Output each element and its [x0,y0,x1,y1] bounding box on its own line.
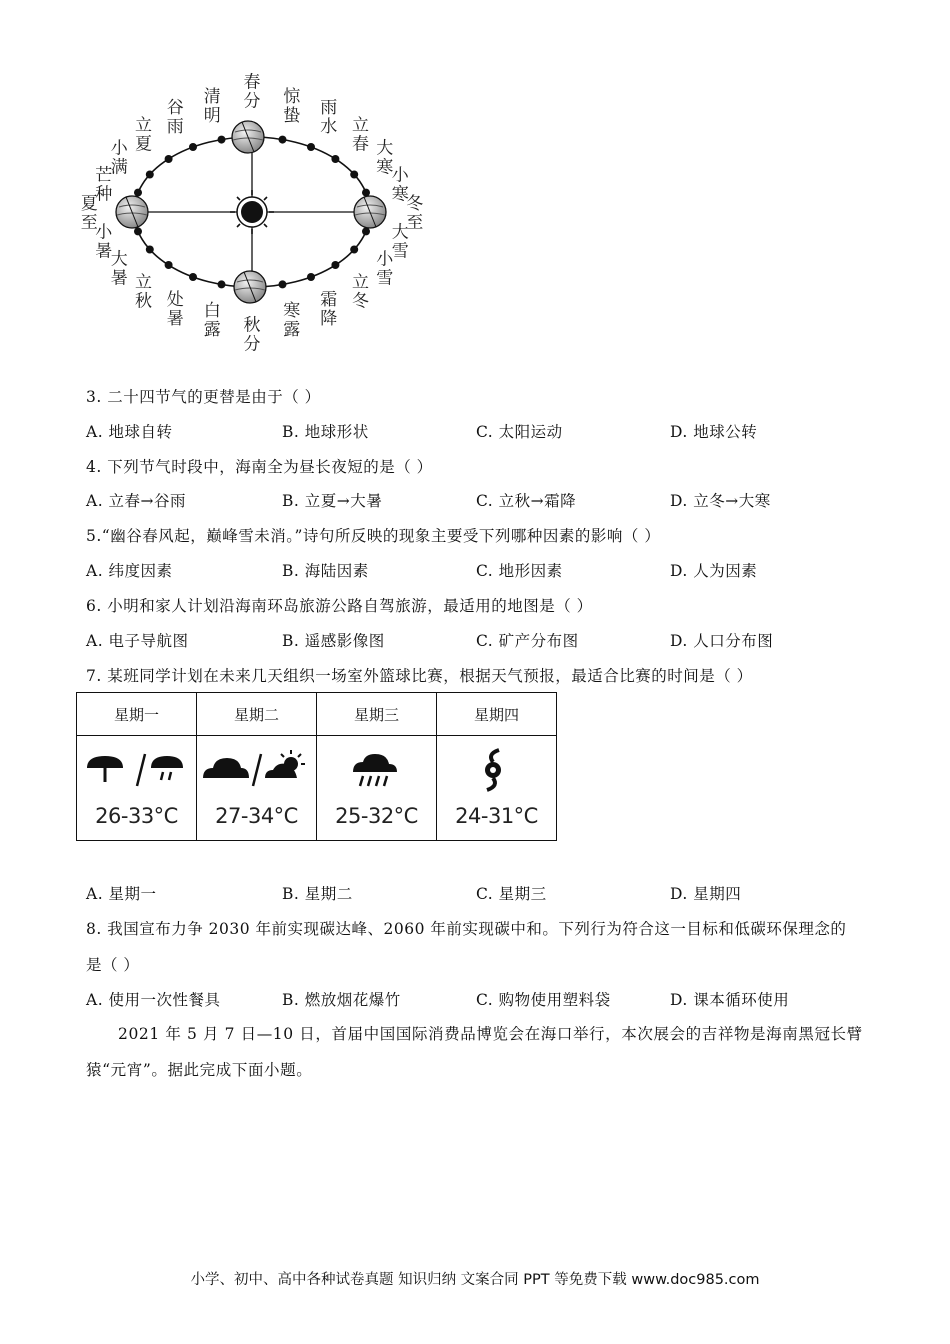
orbit-dot [307,273,315,281]
question-6: 6. 小明和家人计划沿海南环岛旅游公路自驾旅游，最适用的地图是（ ） [86,597,593,615]
orbit-dot [350,246,358,254]
orbit-dot [279,280,287,288]
orbit-dot [218,280,226,288]
question-7: 7. 某班同学计划在未来几天组织一场室外篮球比赛，根据天气预报，最适合比赛的时间是（ ） [86,667,753,685]
solar-term-label-shuangjiang: 霜降 [320,290,338,330]
solar-term-label-bailu: 白露 [203,301,221,341]
day-header: 星期一 [77,693,197,736]
solar-term-label-jingzhe: 惊蛰 [283,86,301,126]
solar-term-label-qingming: 清明 [203,86,221,126]
heavy-rain-icon [317,746,427,798]
solar-term-label-xiaoman: 小满 [110,138,128,178]
orbit-dot [165,155,173,163]
orbit-dot [165,261,173,269]
q3-option-c: C. 太阳运动 [476,423,563,441]
orbit-dot [350,171,358,179]
solar-term-label-guyu: 谷雨 [166,97,184,137]
q7-option-b: B. 星期二 [282,885,353,903]
q6-option-c: C. 矿产分布图 [476,632,579,650]
solar-term-label-daxue: 大雪 [391,222,409,262]
solar-term-label-dahan: 大寒 [376,138,394,178]
q7-option-a: A. 星期一 [86,885,157,903]
weather-cell [317,736,437,841]
temperature-range: 25-32°C [335,804,418,828]
q6-option-a: A. 电子导航图 [86,632,189,650]
day-header: 星期三 [317,693,437,736]
question-3: 3. 二十四节气的更替是由于（ ） [86,388,321,406]
temperature-range: 24-31°C [455,804,538,828]
q5-option-c: C. 地形因素 [476,562,563,580]
q4-option-a: A. 立春→谷雨 [86,492,187,510]
solar-term-label-xiaohan: 小寒 [391,165,409,205]
solar-term-label-hanlu: 寒露 [283,301,301,341]
day-header: 星期四 [437,693,557,736]
q8-option-c: C. 购物使用塑料袋 [476,991,611,1009]
weather-forecast-table [76,692,557,841]
orbit-dot [189,143,197,151]
orbit-dot [189,273,197,281]
q8-option-a: A. 使用一次性餐具 [86,991,221,1009]
question-4: 4. 下列节气时段中，海南全为昼长夜短的是（ ） [86,458,433,476]
orbit-dot [307,143,315,151]
orbit-dot [134,227,142,235]
solar-term-label-dongzhi: 冬至 [406,194,424,233]
q6-option-d: D. 人口分布图 [670,632,774,650]
orbit-dot [146,171,154,179]
typhoon-icon [437,746,547,798]
weather-cell [77,736,197,841]
q4-option-b: B. 立夏→大暑 [282,492,383,510]
q4-option-d: D. 立冬→大寒 [670,492,771,510]
temperature-range: 26-33°C [95,804,178,828]
question-8-line-2: 是（ ） [86,956,140,974]
solar-term-label-lichun: 立春 [352,115,369,155]
q5-option-b: B. 海陆因素 [282,562,369,580]
q7-option-c: C. 星期三 [476,885,547,903]
reading-passage: 2021 年 5 月 7 日—10 日，首届中国国际消费品博览会在海口举行，本次展会的吉祥物是海南黑冠长臂猿“元宵”。据此完成下面小题。 [86,1025,863,1079]
q3-option-a: A. 地球自转 [86,423,173,441]
solar-term-label-mangzhong: 芒种 [95,165,113,205]
day-header: 星期二 [197,693,317,736]
question-8-line-1: 8. 我国宣布力争 2030 年前实现碳达峰、2060 年前实现碳中和。下列行为符合这一目标和低碳环保理念的 [86,920,847,938]
earth-winter-solstice-icon [354,196,386,228]
solar-terms-diagram [80,62,424,362]
solar-term-label-qiufen: 秋分 [243,315,261,355]
solar-term-label-liqiu: 立秋 [135,272,152,312]
q5-option-d: D. 人为因素 [670,562,758,580]
temperature-range: 27-34°C [215,804,298,828]
q6-option-b: B. 遥感影像图 [282,632,385,650]
earth-spring-equinox-icon [232,121,264,153]
earth-summer-solstice-icon [116,196,148,228]
q3-option-d: D. 地球公转 [670,423,758,441]
orbit-dot [331,261,339,269]
solar-term-label-chunfen: 春分 [243,72,261,112]
weather-cell [197,736,317,841]
solar-term-label-lixia: 立夏 [135,115,152,155]
solar-term-label-xiazhi: 夏至 [80,194,98,233]
solar-term-label-xiaoxue: 小雪 [376,249,394,289]
orbit-dot [331,155,339,163]
q3-option-b: B. 地球形状 [282,423,369,441]
solar-term-label-lidong: 立冬 [352,272,369,312]
q4-option-c: C. 立秋→霜降 [476,492,577,510]
earth-autumn-equinox-icon [234,271,266,303]
q7-option-d: D. 星期四 [670,885,742,903]
solar-term-label-yushui: 雨水 [320,97,338,137]
solar-term-label-chushu: 处暑 [166,290,184,330]
q8-option-d: D. 课本循环使用 [670,991,790,1009]
weather-cell [437,736,557,841]
solar-term-label-dashu: 大暑 [110,249,128,289]
orbit-dot [218,136,226,144]
q8-option-b: B. 燃放烟花爆竹 [282,991,401,1009]
rain-thunder-icon [77,746,187,798]
question-5: 5.“幽谷春风起，巅峰雪未消。”诗句所反映的现象主要受下列哪种因素的影响（ ） [86,527,661,545]
orbit-dot [134,189,142,197]
sun-icon [230,190,274,234]
cloudy-partly-sunny-icon [197,746,307,798]
orbit-dot [146,246,154,254]
q5-option-a: A. 纬度因素 [86,562,173,580]
page-footer: 小学、初中、高中各种试卷真题 知识归纳 文案合同 PPT 等免费下载 www.doc985.com [190,1272,760,1288]
solar-term-label-xiaoshu: 小暑 [95,222,113,262]
orbit-dot [279,136,287,144]
